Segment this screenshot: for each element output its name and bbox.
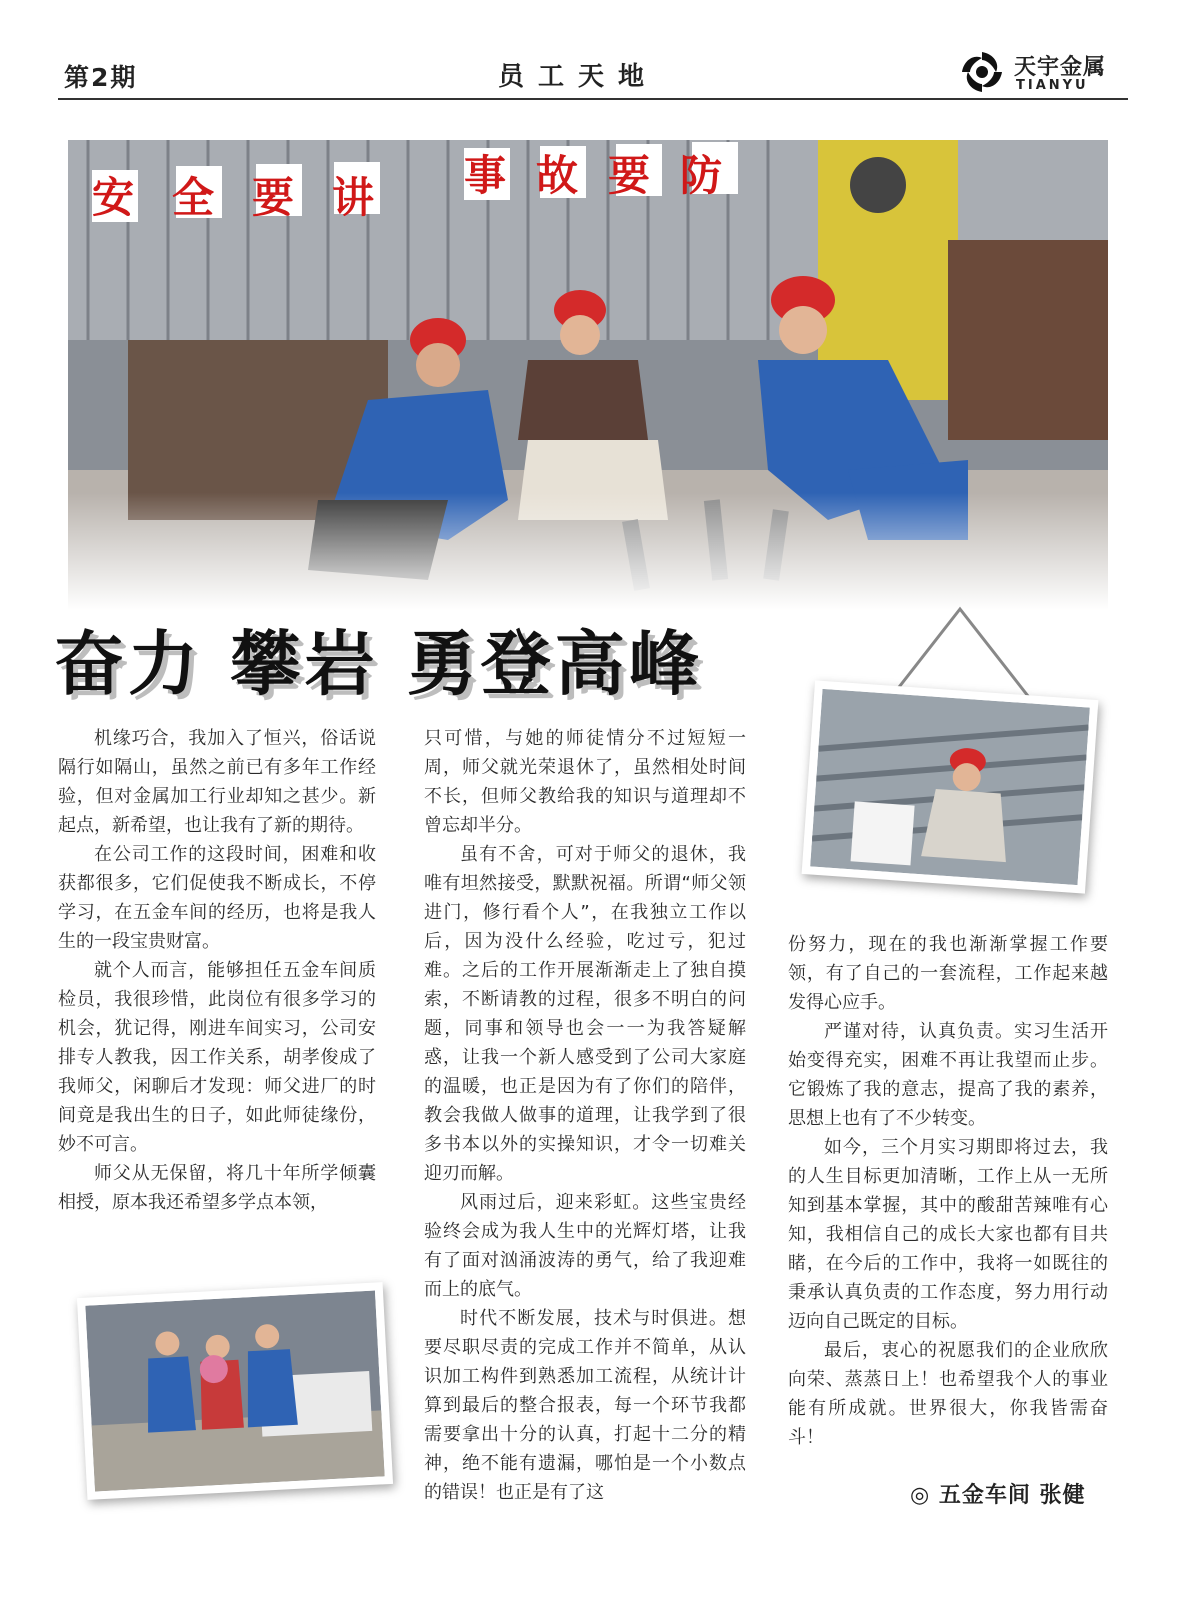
paragraph: 风雨过后，迎来彩虹。这些宝贵经验终会成为我人生中的光辉灯塔，让我有了面对汹涌波涛的勇气，给了我迎难而上的底气。 — [424, 1192, 746, 1300]
paragraph: 在公司工作的这段时间，困难和收获都很多，它们促使我不断成长，不停学习，在五金车间的经历，也将是我人生的一段宝贵财富。 — [58, 844, 376, 952]
logo-chinese-name: 天宇金属 — [1014, 55, 1107, 80]
photo-worker-steel-stack — [802, 680, 1099, 893]
paragraph: 机缘巧合，我加入了恒兴，俗话说隔行如隔山，虽然之前已有多年工作经验，但对金属加工行业却知之甚少。新起点，新希望，也让我有了新的期待。 — [58, 728, 376, 836]
article-column-2 — [424, 724, 746, 1507]
paragraph: 时代不断发展，技术与时俱进。想要尽职尽责的完成工作并不简单，从认识加工构件到熟悉加工流程，从统计计算到最后的整合报表，每一个环节我都需要拿出十分的认真，打起十二分的精神，绝不能有遗漏，哪怕是一个小数点的错误！也正是有了这 — [424, 1308, 746, 1503]
page-header — [58, 44, 1128, 104]
paragraph: 严谨对待，认真负责。实习生活开始变得充实，困难不再让我望而止步。它锻炼了我的意志，提高了我的素养，思想上也有了不少转变。 — [788, 1021, 1108, 1129]
company-logo — [958, 46, 1128, 98]
paragraph: 虽有不舍，可对于师父的退休，我唯有坦然接受，默默祝福。所谓“师父领进门，修行看个人”，在我独立工作以后，因为没什么经验，吃过亏，犯过难。之后的工作开展渐渐走上了独自摸索，不断请教的过程，很多不明白的问题，同事和领导也会一一为我答疑解惑，让我一个新人感受到了公司大家庭的温暖，也正是因为有了你们的陪伴，教会我做人做事的道理，让我学到了很多书本以外的实操知识，才令一切难关迎刃而解。 — [424, 844, 746, 1184]
author-signature: ◎ 五金车间 张健 — [910, 1483, 1086, 1508]
paragraph: 如今，三个月实习期即将过去，我的人生目标更加清晰，工作上从一无所知到基本掌握，其中的酸甜苦辣唯有心知，我相信自己的成长大家也都有目共睹，在今后的工作中，我将一如既往的秉承认真负责的工作态度，努力用行动迈向自己既定的目标。 — [788, 1137, 1108, 1332]
issue-number: 第2期 — [64, 63, 138, 92]
paragraph: 只可惜，与她的师徒情分不过短短一周，师父就光荣退休了，虽然相处时间不长，但师父教给我的知识与道理却不曾忘却半分。 — [424, 728, 746, 836]
paragraph: 就个人而言，能够担任五金车间质检员，我很珍惜，此岗位有很多学习的机会，犹记得，刚进车间实习，公司安排专人教我，因工作关系，胡孝俊成了我师父，闲聊后才发现：师父进厂的时间竟是我出生的日子，如此师徒缘份，妙不可言。 — [58, 960, 376, 1155]
article-headline: 奋力 攀岩 勇登高峰 — [54, 623, 703, 705]
swirl-logo-icon — [958, 48, 1006, 96]
header-rule — [58, 98, 1128, 100]
article-column-1 — [58, 724, 376, 1217]
photo-group-with-flowers — [77, 1282, 393, 1500]
paragraph: 份努力，现在的我也渐渐掌握工作要领，有了自己的一套流程，工作起来越发得心应手。 — [788, 934, 1108, 1013]
logo-english-name: TIANYU — [1016, 78, 1089, 93]
paragraph: 最后，衷心的祝愿我们的企业欣欣向荣、蒸蒸日上！也希望我个人的事业能有所成就。世界很大，你我皆需奋斗！ — [788, 1340, 1108, 1448]
hero-photo — [68, 140, 1108, 610]
paragraph: 师父从无保留，将几十年所学倾囊相授，原本我还希望多学点本领， — [58, 1163, 376, 1213]
article-column-3 — [788, 930, 1108, 1452]
section-title: 员工天地 — [498, 62, 659, 92]
